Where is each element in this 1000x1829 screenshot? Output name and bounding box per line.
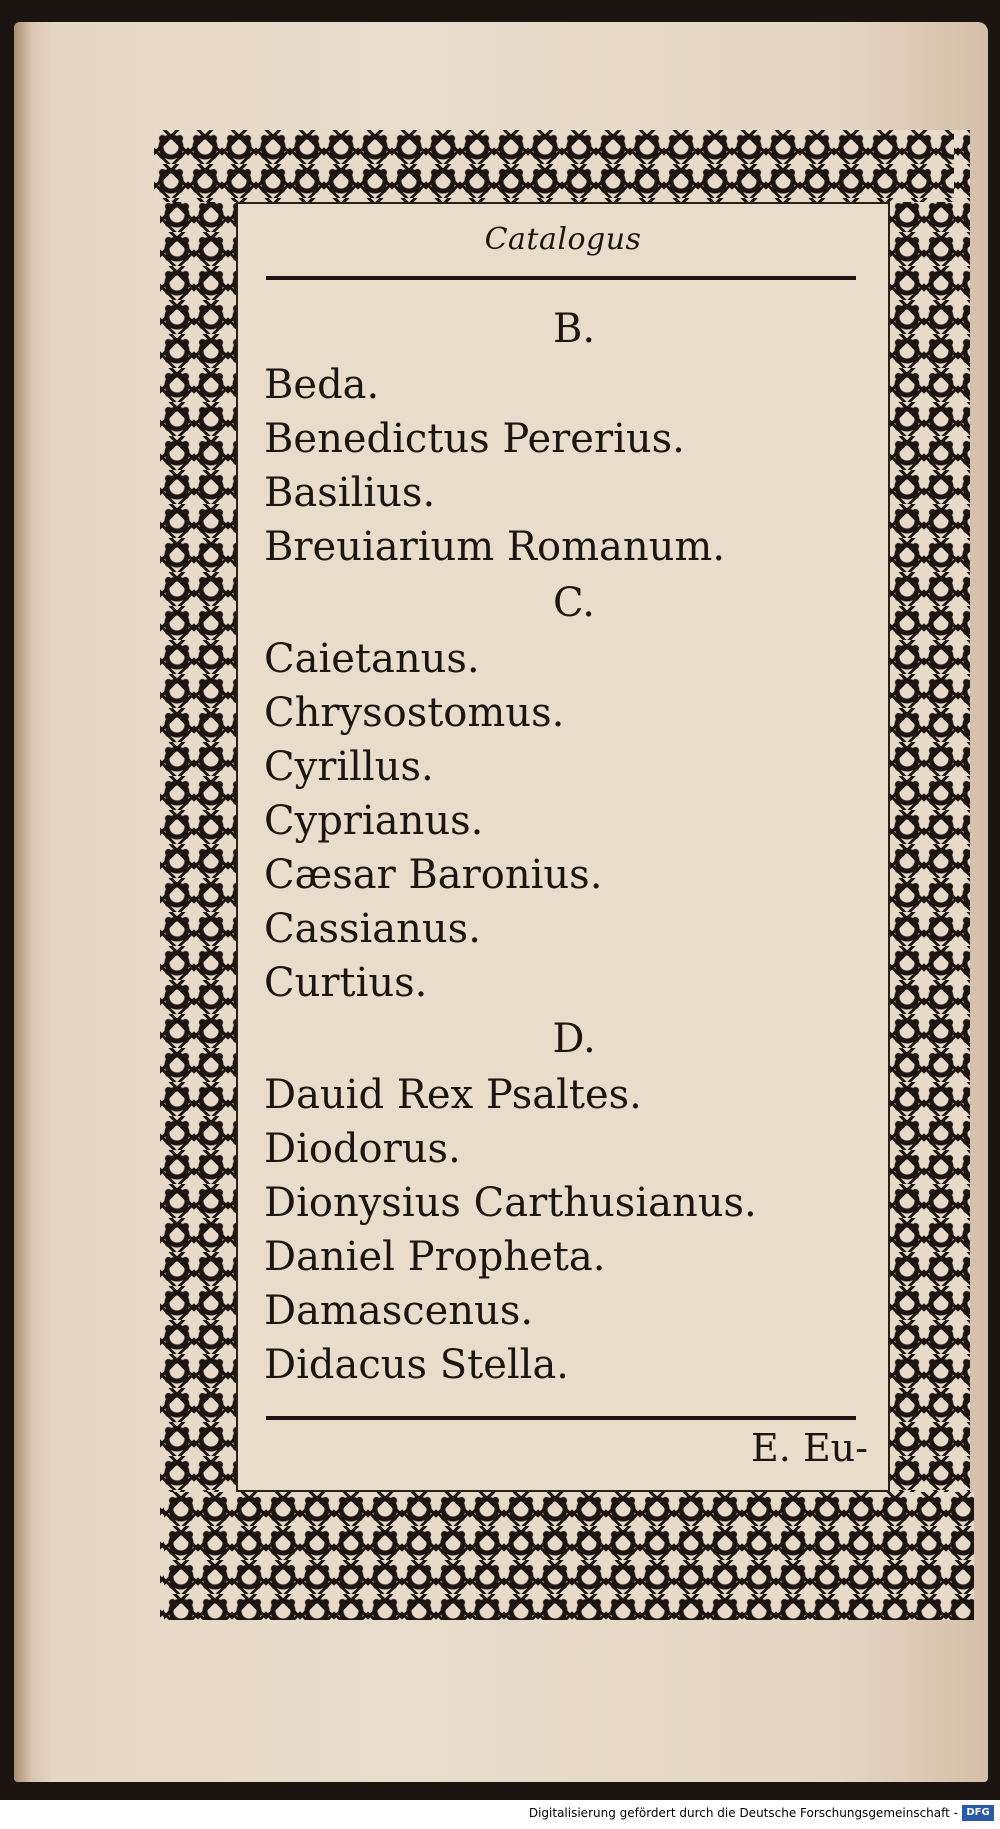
catalog-entry: Curtius. [264,960,428,1006]
digitization-footer [0,1800,1000,1829]
catalog-entry: Benedictus Pererius. [264,416,685,462]
catalog-entry: Cyprianus. [264,798,484,844]
footer-rule [266,1416,856,1420]
catalog-entry: Beda. [264,362,380,408]
section-letter: B. [552,306,596,352]
header-rule [266,276,856,280]
catalog-entry: Dionysius Carthusianus. [264,1180,757,1226]
running-head: Catalogus [484,222,642,257]
catalog-entry-list [264,300,874,1392]
catalog-entry: Caietanus. [264,636,480,682]
footer-credit-text: Digitalisierung gefördert durch die Deutsche Forschungsgemeinschaft - [528,1806,958,1820]
catalog-entry: Breuiarium Romanum. [264,524,726,570]
catalog-entry: Diodorus. [264,1126,461,1172]
section-letter: C. [553,580,595,626]
ornamental-border-left [160,130,236,1620]
section-letter: D. [552,1016,596,1062]
dfg-logo: DFG [962,1805,994,1821]
catalog-entry: Chrysostomus. [264,690,565,736]
ornamental-border-bottom [164,1492,974,1620]
catalog-entry: Damascenus. [264,1288,534,1334]
catalog-entry: Daniel Propheta. [264,1234,606,1280]
catalog-entry: Cæsar Baronius. [264,852,603,898]
catalog-entry: Cassianus. [264,906,481,952]
ornamental-border-top [154,130,954,202]
text-panel [236,202,890,1492]
catalog-entry: Basilius. [264,470,436,516]
catalog-entry: Cyrillus. [264,744,434,790]
catalog-entry: Didacus Stella. [264,1342,570,1388]
ornamental-border-right [890,130,970,1620]
catalog-entry: Dauid Rex Psaltes. [264,1072,642,1118]
book-page [14,22,988,1782]
page-gutter-shadow [14,22,32,1782]
catchword: E. Eu- [751,1426,868,1470]
